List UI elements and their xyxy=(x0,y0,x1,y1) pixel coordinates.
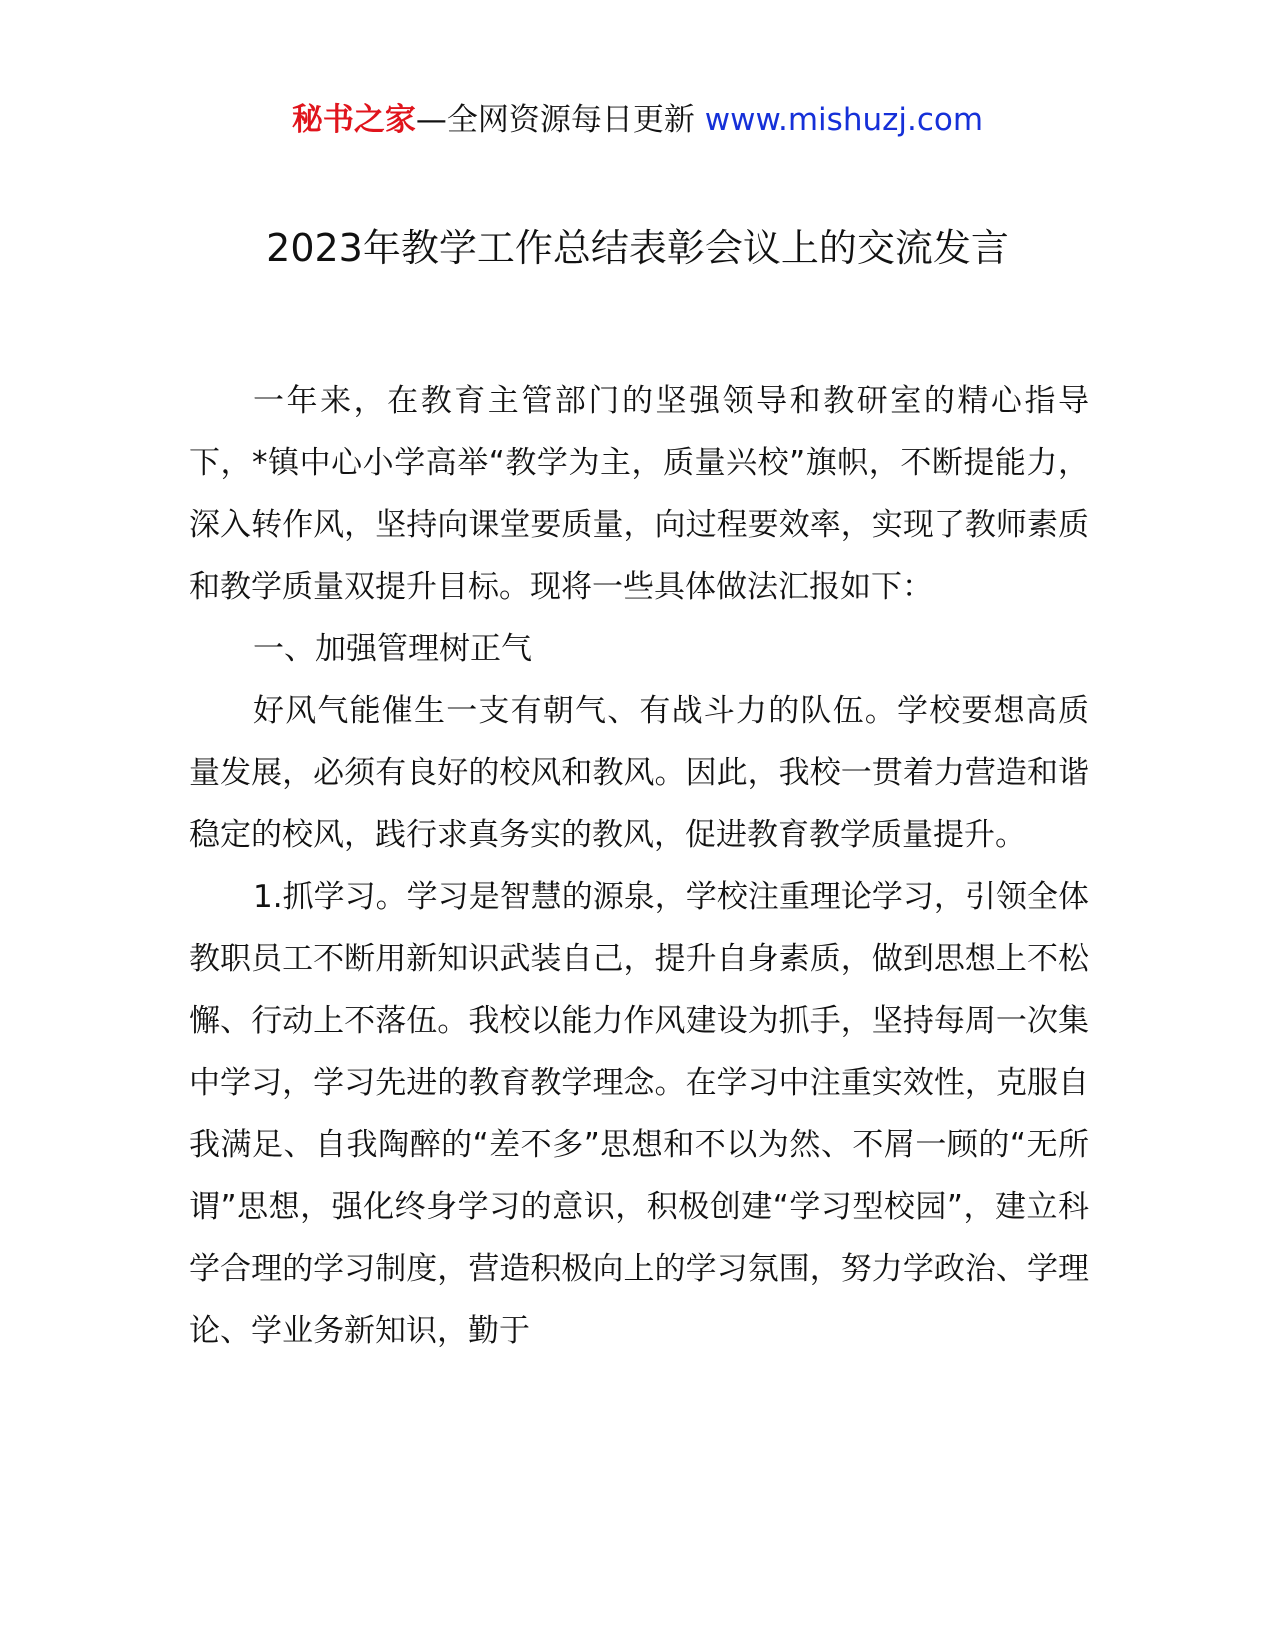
paragraph-intro: 一年来，在教育主管部门的坚强领导和教研室的精心指导下，*镇中心小学高举“教学为主，质量兴校”旗帜，不断提能力，深入转作风，坚持向课堂要质量，向过程要效率，实现了教师素质和教学质量双提升目标。现将一些具体做法汇报如下： xyxy=(189,383,1089,605)
section-heading-1: 一、加强管理树正气 xyxy=(253,631,532,667)
paragraph-section-1: 好风气能催生一支有朝气、有战斗力的队伍。学校要想高质量发展，必须有良好的校风和教风。因此，我校一贯着力营造和谐稳定的校风，践行求真务实的教风，促进教育教学质量提升。 xyxy=(189,693,1089,853)
paragraph-item-1: 1.抓学习。学习是智慧的源泉，学校注重理论学习，引领全体教职员工不断用新知识武装自己，提升自身素质，做到思想上不松懈、行动上不落伍。我校以能力作风建设为抓手，坚持每周一次集中学习，学习先进的教育教学理念。在学习中注重实效性，克服自我满足、自我陶醉的“差不多”思想和不以为然、不屑一顾的“无所谓”思想，强化终身学习的意识，积极创建“学习型校园”，建立科学合理的学习制度，营造积极向上的学习氛围，努力学政治、学理论、学业务新知识，勤于 xyxy=(189,879,1089,1349)
document-title: 2023年教学工作总结表彰会议上的交流发言 xyxy=(266,226,1009,270)
site-header xyxy=(0,98,1275,142)
site-brand: 秘书之家 xyxy=(291,102,416,138)
document-body xyxy=(189,370,1089,1362)
site-tagline: —全网资源每日更新 xyxy=(415,102,705,138)
site-url-link[interactable]: www.mishuzj.com xyxy=(704,102,984,138)
